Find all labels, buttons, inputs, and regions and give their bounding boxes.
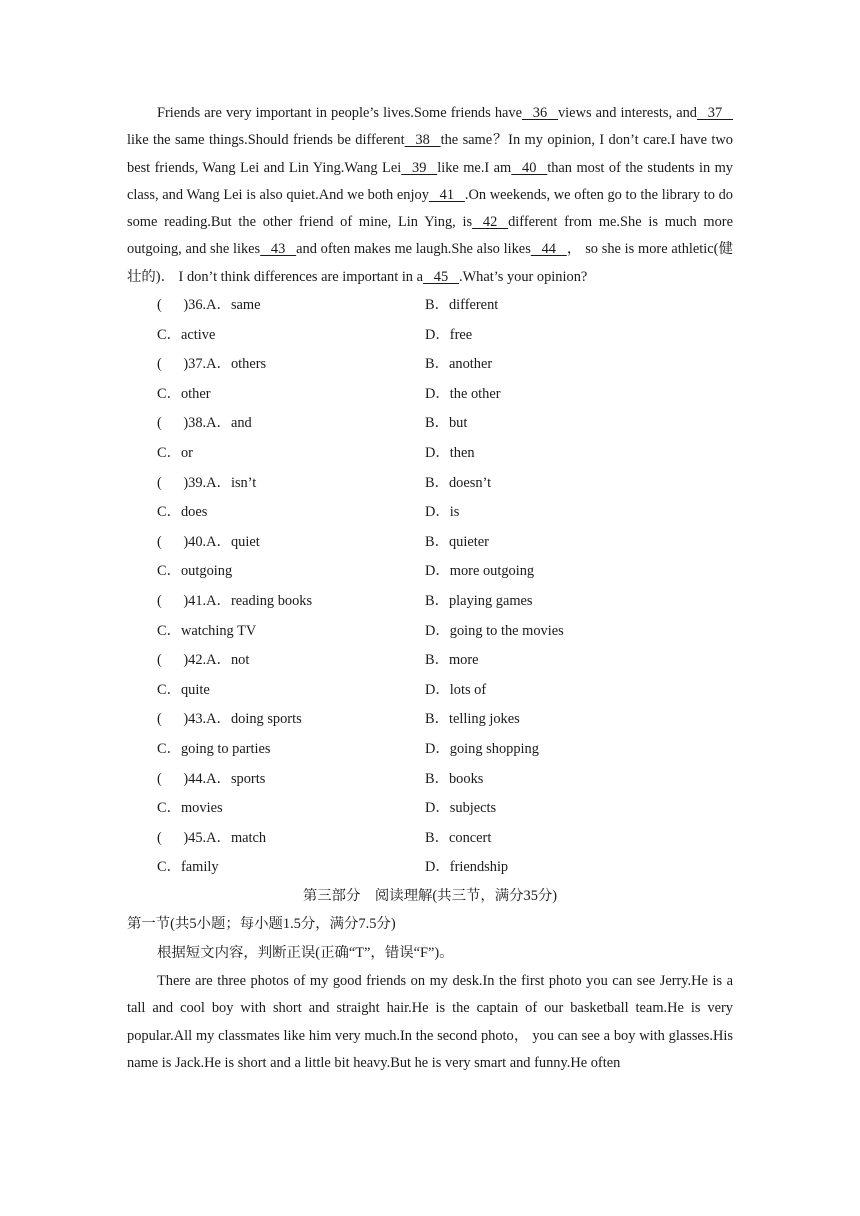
question-43-row-cd — [127, 735, 733, 765]
blank-43: 43 — [260, 241, 297, 258]
option-d[interactable]: D．going to the movies — [425, 622, 564, 639]
cloze-text: views and interests, and — [557, 105, 698, 121]
question-45-row-ab — [127, 824, 733, 854]
option-a[interactable]: ( )37.A．others — [157, 356, 267, 373]
option-c[interactable]: C．outgoing — [157, 563, 233, 580]
option-a[interactable]: ( )45.A．match — [157, 829, 267, 846]
section1-heading: 第一节(共5小题；每小题1.5分，满分7.5分) — [127, 915, 396, 932]
part3-title: 第三部分 阅读理解(共三节，满分35分) — [302, 887, 558, 904]
option-d[interactable]: D．then — [425, 445, 475, 462]
option-b[interactable]: B．telling jokes — [425, 711, 520, 728]
option-d[interactable]: D．is — [425, 504, 460, 521]
question-40-row-ab — [127, 528, 733, 558]
question-42-row-ab — [127, 646, 733, 676]
cloze-text: .What’s your opinion? — [458, 268, 588, 285]
question-42-row-cd — [127, 676, 733, 706]
cloze-text: like the same things.Should friends be different — [127, 132, 405, 149]
question-41-row-cd — [127, 617, 733, 647]
option-b[interactable]: B．doesn’t — [425, 474, 492, 491]
blank-42: 42 — [472, 214, 509, 231]
question-36-row-ab — [127, 291, 733, 321]
exam-page — [127, 100, 733, 1077]
option-c[interactable]: C．watching TV — [157, 622, 257, 639]
question-44-row-cd — [127, 794, 733, 824]
cloze-text: than most of the students in my class, and Wang Lei is also quiet.And we both enjoy — [127, 159, 734, 203]
cloze-text: and often makes me laugh.She also likes — [296, 241, 531, 258]
option-d[interactable]: D．more outgoing — [425, 563, 535, 580]
blank-38: 38 — [404, 132, 441, 149]
question-38-row-cd — [127, 439, 733, 469]
cloze-text: ， so she is more athletic(健壮的)． I don’t think differences are important in a — [127, 241, 733, 285]
blank-40: 40 — [511, 159, 548, 176]
instruction: 根据短文内容，判断正误(正确“T”，错误“F”)。 — [157, 944, 454, 961]
option-a[interactable]: ( )36.A．same — [157, 297, 261, 314]
option-a[interactable]: ( )44.A．sports — [157, 770, 266, 787]
option-d[interactable]: D．subjects — [425, 800, 497, 817]
blank-41: 41 — [428, 186, 465, 203]
option-d[interactable]: D．free — [425, 326, 473, 343]
blank-44: 44 — [530, 241, 567, 258]
question-41-row-ab — [127, 587, 733, 617]
option-c[interactable]: C．active — [157, 326, 216, 343]
option-c[interactable]: C．going to parties — [157, 740, 271, 757]
reading-passage-text: There are three photos of my good friends on my desk.In the first photo you can see Jerry.He is a tall and cool boy with short and straight hair.He is the captain of our basketball team.He is very popular.All my classmates like him very much.In the second photo， you can see a boy with glasses.His name is Jack.He is short and a little bit heavy.But he is very smart and funny.He often — [127, 972, 733, 1071]
option-a[interactable]: ( )38.A．and — [157, 415, 252, 432]
option-c[interactable]: C．or — [157, 445, 193, 462]
question-40-row-cd — [127, 557, 733, 587]
blank-39: 39 — [401, 159, 438, 176]
option-c[interactable]: C．family — [157, 859, 219, 876]
question-43-row-ab — [127, 705, 733, 735]
cloze-text: like me.I am — [437, 159, 512, 176]
blank-45: 45 — [423, 268, 459, 285]
option-b[interactable]: B．but — [425, 415, 468, 432]
question-37-row-cd — [127, 380, 733, 410]
question-37-row-ab — [127, 350, 733, 380]
option-a[interactable]: ( )43.A．doing sports — [157, 711, 302, 728]
option-a[interactable]: ( )40.A．quiet — [157, 533, 260, 550]
question-36-row-cd — [127, 321, 733, 351]
cloze-text: the same？In my opinion, I don’t care.I have two best friends, Wang Lei and Lin Ying.Wang Lei — [127, 132, 733, 176]
option-b[interactable]: B．more — [425, 652, 479, 669]
option-b[interactable]: B．concert — [425, 829, 492, 846]
option-a[interactable]: ( )41.A．reading books — [157, 593, 313, 610]
option-c[interactable]: C．movies — [157, 800, 223, 817]
question-38-row-ab — [127, 409, 733, 439]
option-c[interactable]: C．quite — [157, 681, 210, 698]
option-b[interactable]: B．playing games — [425, 593, 533, 610]
question-39-row-cd — [127, 498, 733, 528]
option-a[interactable]: ( )39.A．isn’t — [157, 474, 257, 491]
option-d[interactable]: D．going shopping — [425, 740, 539, 757]
question-44-row-ab — [127, 765, 733, 795]
option-a[interactable]: ( )42.A．not — [157, 652, 250, 669]
question-list — [127, 291, 733, 883]
cloze-text: Friends are very important in people’s lives.Some friends have — [157, 105, 522, 121]
cloze-passage — [127, 100, 733, 291]
reading-passage — [127, 968, 733, 1077]
option-d[interactable]: D．friendship — [425, 859, 509, 876]
cloze-text: different from me.She is much more outgoing, and she likes — [127, 214, 733, 258]
option-b[interactable]: B．books — [425, 770, 484, 787]
option-b[interactable]: B．different — [425, 297, 499, 314]
option-b[interactable]: B．another — [425, 356, 493, 373]
option-d[interactable]: D．lots of — [425, 681, 487, 698]
blank-37: 37 — [697, 105, 733, 121]
option-d[interactable]: D．the other — [425, 385, 501, 402]
question-39-row-ab — [127, 469, 733, 499]
option-c[interactable]: C．does — [157, 504, 208, 521]
option-c[interactable]: C．other — [157, 385, 211, 402]
blank-36: 36 — [522, 105, 558, 121]
question-45-row-cd — [127, 853, 733, 883]
option-b[interactable]: B．quieter — [425, 533, 489, 550]
cloze-text: .On weekends, we often go to the library to do some reading.But the other friend of mine, Lin Ying, is — [127, 186, 733, 231]
